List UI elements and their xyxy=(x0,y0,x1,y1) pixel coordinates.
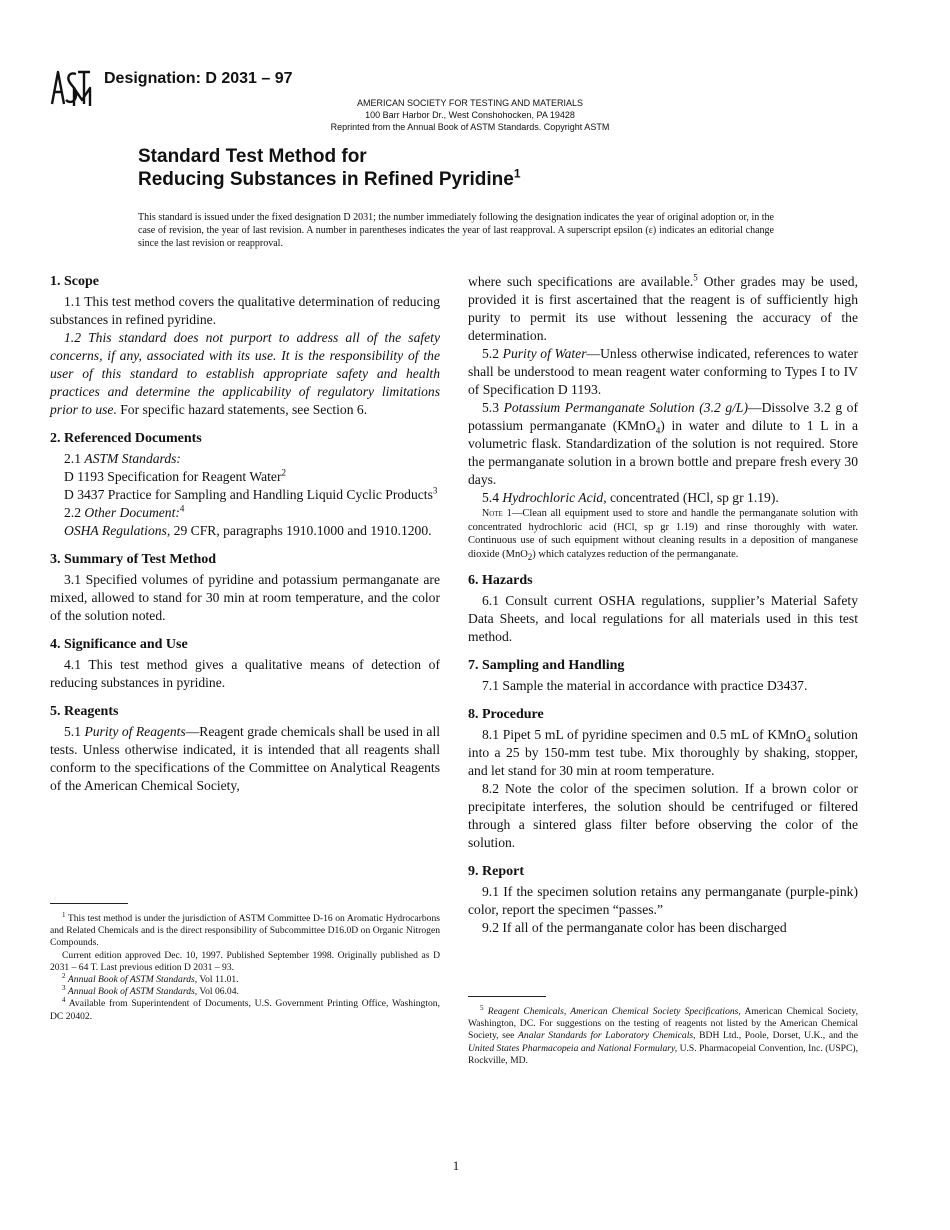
section-referenced-documents xyxy=(50,430,440,540)
reprint-note: Reprinted from the Annual Book of ASTM Standards. Copyright ASTM xyxy=(330,122,610,132)
reagents-p4-rest: , concentrated (HCl, sp gr 1.19). xyxy=(603,490,779,505)
ref-osha-rest: , 29 CFR, paragraphs 1910.1000 and 1910.1200. xyxy=(166,523,432,538)
reagents-p4-italic: Hydrochloric Acid xyxy=(502,490,604,505)
significance-p1: 4.1 This test method gives a qualitative means of detection of reducing substances in pyridine. xyxy=(50,657,440,690)
summary-p1: 3.1 Specified volumes of pyridine and potassium permanganate are mixed, allowed to stand for 30 min at room temperature, and the color of the solution noted. xyxy=(50,572,440,623)
ref-osha-italic: OSHA Regulations xyxy=(64,523,167,538)
footnote-2-italic: Annual Book of ASTM Standards xyxy=(67,974,195,986)
scope-p2-italic: 1.2 This standard does not purport to address all of the safety concerns, if any, associated with its use. It is the responsibility of the user of this standard to establish appropriate safety and health practices and determine the applicability of regulatory limitations prior to use. xyxy=(50,330,440,417)
reagents-p2-num: 5.2 xyxy=(482,346,503,361)
reagents-p1-num: 5.1 xyxy=(64,724,85,739)
footnote-5 xyxy=(468,1003,859,1067)
hazards-heading: 6. Hazards xyxy=(468,573,533,589)
refdocs-p2-num: 2.2 xyxy=(64,505,85,520)
reagents-p1-cont-sup: 5 xyxy=(693,272,698,283)
section-hazards xyxy=(468,572,858,646)
reagents-p3-conc: (3.2 g/L) xyxy=(694,400,749,415)
reagents-p1-cont-text: where such specifications are available. xyxy=(468,274,694,289)
report-p2: 9.2 If all of the permanganate color has been discharged xyxy=(482,920,787,936)
refdocs-p1 xyxy=(50,450,440,468)
title-line-1: Standard Test Method for xyxy=(138,146,367,167)
footnote-1-text: This test method is under the jurisdiction of ASTM Committee D-16 on Aromatic Hydrocarbons and Related Chemicals and is the direct responsibility of Subcommittee D16.0D on Organic Nitrogen Compounds. xyxy=(50,913,441,949)
page-number: 1 xyxy=(452,1158,460,1173)
footnote-2-mark: 2 xyxy=(62,971,66,980)
reagents-p3-italic: Potassium Permanganate Solution xyxy=(503,400,695,415)
footnote-4-mark: 4 xyxy=(62,996,66,1005)
section-report xyxy=(468,863,858,937)
reagents-heading: 5. Reagents xyxy=(50,704,119,719)
footnote-3-rest: , Vol 06.04. xyxy=(194,986,239,998)
section-procedure xyxy=(468,706,858,852)
reagents-p1-cont xyxy=(468,273,858,345)
footnote-1 xyxy=(50,910,441,950)
reagents-p4 xyxy=(468,489,858,507)
refdocs-p1-num: 2.1 xyxy=(64,451,85,466)
ref-d3437-sup: 3 xyxy=(432,485,438,496)
footnote-5-c: U.S. Pharmacopeial Convention, Inc. (USPC), Rockville, MD. xyxy=(468,1042,858,1066)
reagents-p3-a: —Dissolve 3.2 g of potassium permanganate (KMnO xyxy=(468,400,858,433)
ref-osha xyxy=(50,522,440,540)
footnote-4-text: Available from Superintendent of Documents, U.S. Government Printing Office, Washington, DC 20402. xyxy=(50,998,440,1022)
ref-d1193-text: D 1193 Specification for Reagent Water xyxy=(64,469,282,484)
report-p1: 9.1 If the specimen solution retains any permanganate (purple-pink) color, report the specimen “passes.” xyxy=(468,884,858,918)
footnote-1-mark: 1 xyxy=(62,910,66,919)
footnote-5-italic-3: United States Pharmacopeia and National Formulary, xyxy=(468,1042,678,1054)
standard-notice: This standard is issued under the fixed designation D 2031; the number immediately following the designation indicates the year of original adoption or, in the case of revision, the year of last revision. A number in parentheses indicates the year of last reapproval. A superscript epsilon (ε) indicates an editorial change since the last revision or reapproval. xyxy=(138,212,774,249)
procedure-p1-sub: 4 xyxy=(805,735,811,746)
society-block xyxy=(320,97,620,133)
hazards-p1: 6.1 Consult current OSHA regulations, supplier’s Material Safety Data Sheets, and local regulations for all materials used in this test method. xyxy=(468,593,858,645)
note-1-a: 1—Clean all equipment used to store and handle the permanganate solution with concentrated hydrochloric acid (HCl, sp gr 1.19) and rinse thoroughly with water. Continuous use of such equipment without cleaning results in a deposition of manganese dioxide (MnO xyxy=(468,508,858,560)
sampling-p1: 7.1 Sample the material in accordance with practice D3437. xyxy=(482,678,808,694)
ref-d3437 xyxy=(50,486,440,504)
reagents-p3-b: ) in water and dilute to 1 L in a volumetric flask. Standardization of the solution is not required. Store the permanganate solution in a brown bottle and prepare fresh every 30 days. xyxy=(468,418,858,487)
reagents-p1-rest: —Reagent grade chemicals shall be used in all tests. Unless otherwise indicated, it is intended that all reagents shall conform to the specifications of the Committee on Analytical Reagents of the American Chemical Society, xyxy=(50,724,441,793)
report-heading: 9. Report xyxy=(468,864,524,880)
note-1-label: Note xyxy=(482,508,503,519)
note-1-sub: 2 xyxy=(527,551,533,562)
footnotes-right xyxy=(468,1003,859,1067)
section-reagents xyxy=(50,703,440,795)
footnote-rule-left xyxy=(50,903,128,904)
procedure-p1-a: 8.1 Pipet 5 mL of pyridine specimen and 0.5 mL of KMnO xyxy=(482,727,806,743)
footnote-rule-right xyxy=(468,996,546,997)
section-summary xyxy=(50,551,440,625)
refdocs-p2-italic: Other Document: xyxy=(84,505,180,520)
section-reagents-cont xyxy=(468,273,858,561)
section-sampling xyxy=(468,657,858,695)
refdocs-heading: 2. Referenced Documents xyxy=(50,431,202,446)
title-line-2: Reducing Substances in Refined Pyridine xyxy=(138,169,514,190)
reagents-p3 xyxy=(468,399,858,489)
reagents-p3-sub: 4 xyxy=(655,425,661,436)
scope-p2 xyxy=(50,329,440,419)
reagents-p2 xyxy=(468,345,858,399)
reagents-p2-italic: Purity of Water xyxy=(502,346,587,361)
footnote-5-mark: 5 xyxy=(480,1003,484,1012)
society-address: 100 Barr Harbor Dr., West Conshohocken, PA 19428 xyxy=(365,110,575,120)
footnote-2-rest: , Vol 11.01. xyxy=(194,974,239,986)
ref-d1193 xyxy=(50,468,440,486)
section-significance xyxy=(50,636,440,692)
note-1 xyxy=(468,507,858,561)
significance-heading: 4. Significance and Use xyxy=(50,637,188,652)
left-column xyxy=(50,273,440,806)
right-column xyxy=(468,273,858,948)
title-footnote-mark: 1 xyxy=(513,166,521,181)
footnote-3-mark: 3 xyxy=(62,984,66,993)
scope-heading: 1. Scope xyxy=(50,274,99,289)
sampling-heading: 7. Sampling and Handling xyxy=(468,658,625,674)
refdocs-p2-sup: 4 xyxy=(179,503,185,514)
ref-d1193-sup: 2 xyxy=(281,467,286,478)
procedure-p1 xyxy=(468,726,858,780)
refdocs-p1-italic: ASTM Standards: xyxy=(84,451,181,466)
footnote-5-italic-2: Analar Standards for Laboratory Chemicals, xyxy=(518,1030,696,1042)
note-1-b: ) which catalyzes reduction of the permanganate. xyxy=(532,548,739,560)
footnote-5-b: BDH Ltd., Poole, Dorset, U.K., and the xyxy=(695,1030,859,1042)
procedure-p1-b: solution into a 25 by 150-mm test tube. Mix thoroughly by shaking, stopper, and let stand for 30 min at room temperature. xyxy=(468,727,858,779)
procedure-heading: 8. Procedure xyxy=(468,707,544,723)
footnote-4 xyxy=(50,998,440,1022)
summary-heading: 3. Summary of Test Method xyxy=(50,552,217,567)
document-title xyxy=(138,145,521,191)
reagents-p1-italic: Purity of Reagents xyxy=(84,724,186,739)
reagents-p1-cont-rest: Other grades may be used, provided it is first ascertained that the reagent is of sufficiently high purity to permit its use without lessening the accuracy of the determination. xyxy=(468,274,858,343)
footnotes-left xyxy=(50,910,441,1023)
footnote-5-italic-1: Reagent Chemicals, American Chemical Society Specifications, xyxy=(487,1006,741,1017)
procedure-p2: 8.2 Note the color of the specimen solution. If a brown color or precipitate interferes, the solution should be centrifuged or filtered through a sintered glass filter before observing the color of the solution. xyxy=(468,781,858,851)
refdocs-p2 xyxy=(50,504,440,522)
astm-logo xyxy=(48,66,96,110)
scope-p2-rest: For specific hazard statements, see Section 6. xyxy=(116,402,368,417)
scope-p1: 1.1 This test method covers the qualitative determination of reducing substances in refined pyridine. xyxy=(50,294,440,327)
footnote-1b: Current edition approved Dec. 10, 1997. Published September 1998. Originally published as D 2031 – 64 T. Last previous edition D 2031 – 93. xyxy=(50,949,440,973)
reagents-p2-rest: —Unless otherwise indicated, references to water shall be understood to mean reagent water conforming to Types I to IV of Specification D 1193. xyxy=(468,346,858,397)
section-scope xyxy=(50,273,440,419)
reagents-p4-num: 5.4 xyxy=(482,490,503,505)
designation: Designation: D 2031 – 97 xyxy=(104,70,293,87)
footnote-3-italic: Annual Book of ASTM Standards xyxy=(67,986,195,998)
reagents-p1 xyxy=(50,723,440,795)
footnote-3 xyxy=(50,986,440,998)
ref-d3437-text: D 3437 Practice for Sampling and Handling Liquid Cyclic Products xyxy=(64,487,433,502)
footnote-5-a: American Chemical Society, Washington, DC. For suggestions on the testing of reagents not listed by the American Chemical Society, see xyxy=(468,1006,858,1042)
society-name: AMERICAN SOCIETY FOR TESTING AND MATERIALS xyxy=(356,98,584,108)
footnote-2 xyxy=(50,971,440,986)
reagents-p3-num: 5.3 xyxy=(482,400,504,415)
